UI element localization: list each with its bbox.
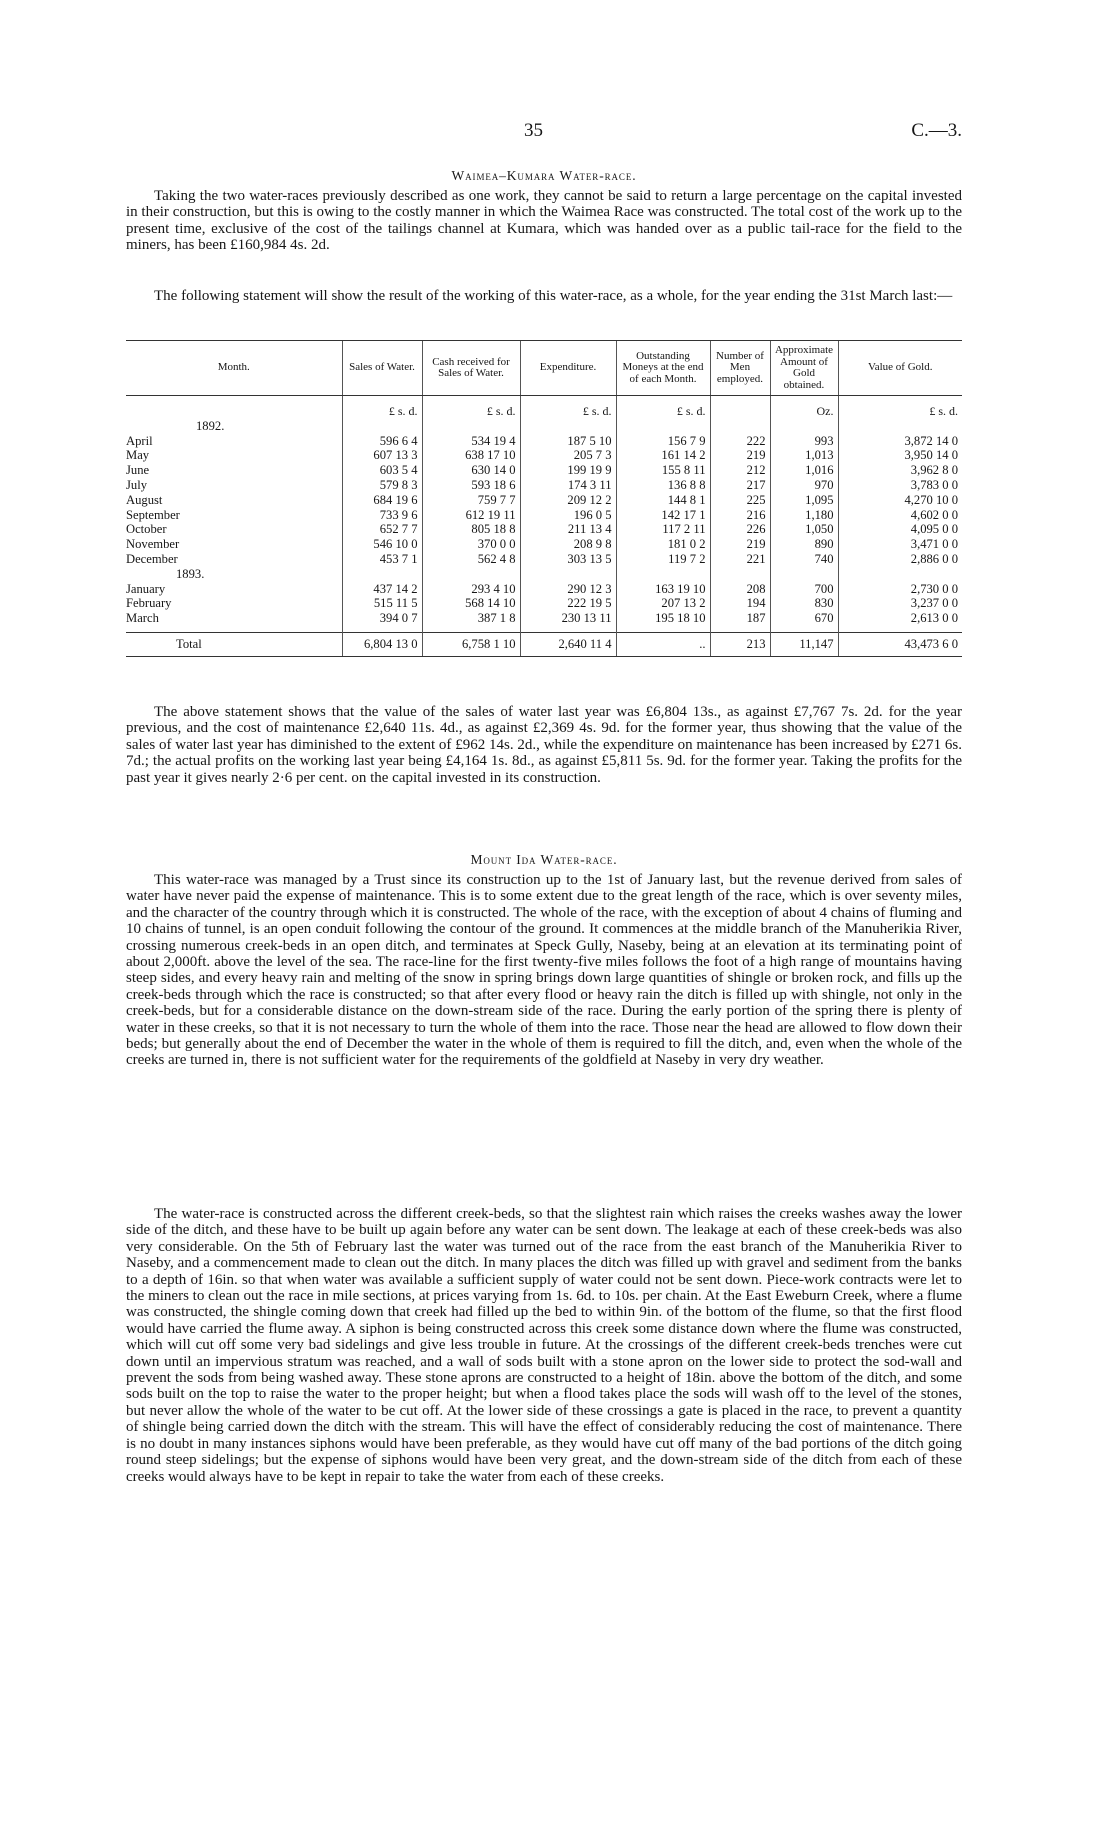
table-cell: 213 <box>710 632 770 656</box>
table-cell: 187 5 10 <box>520 434 616 449</box>
table-cell: 144 8 1 <box>616 493 710 508</box>
table-cell: 194 <box>710 596 770 611</box>
table-cell: 216 <box>710 508 770 523</box>
table-cell: January <box>126 581 166 596</box>
table-cell: 638 17 10 <box>422 448 520 463</box>
table-cell: 453 7 1 <box>342 552 422 567</box>
column-header: Expenditure. <box>520 341 616 396</box>
table-cell: April <box>126 433 153 448</box>
table-cell: 2,886 0 0 <box>838 552 962 567</box>
table-cell: 568 14 10 <box>422 596 520 611</box>
table-cell: 211 13 4 <box>520 522 616 537</box>
table-cell: £ s. d. <box>838 396 962 419</box>
column-header: Number of Men employed. <box>710 341 770 396</box>
table-cell: 1,013 <box>770 448 838 463</box>
table-cell: 593 18 6 <box>422 478 520 493</box>
table-cell: Oz. <box>770 396 838 419</box>
table-cell: 805 18 8 <box>422 522 520 537</box>
mount-ida-paragraph-2: The water-race is constructed across the different creek-beds, so that the slightest rain which raises the creeks washes away the lower side of the ditch, and these have to be built up again before any water can be sent down. The leakage at each of these creek-beds was also very considerable. On the 5th of February last the water was turned out of the race from the east branch of the Manuherikia River to Naseby, and a commencement made to clean out the ditch. In many places the ditch was filled up with gravel and sediment from the banks to a depth of 16in. so that when water was available a sufficient supply of water could not be sent down. Piece-work contracts were let to the miners to clean out the race in mile sections, at prices varying from 1s. 6d. to 10s. per chain. At the East Eweburn Creek, where a flume was constructed, the shingle coming down that creek had filled up the bed to within 9in. of the bottom of the flume, so that the first flood would have carried the flume away. A siphon is being constructed across this creek some distance down where the flume was constructed, which will cut off some very bad sidelings and give less trouble in future. At the crossings of the different creek-beds trenches were cut down until an impervious stratum was reached, and a wall of sods built with a stone apron on the lower side to protect the sod-wall and prevent the sods from being washed away. These stone aprons are constructed to a height of 18in. above the bottom of the ditch, and some sods built on the top to raise the water to the proper height; but when a flood takes place the sods will wash off to the level of the stones, but never allow the whole of the water to be cut off. At the lower side of these crossings a gate is placed in the race, to prevent a quantity of shingle being carried down the ditch with the stream. This will have the effect of considerably reducing the cost of maintenance. There is no doubt in many instances siphons would have been preferable, as they would have cut off many of the bad portions of the ditch going round steep sidelings; but the expense of siphons would have been very great, and the down-stream side of the ditch from each of these creeks would always have to be kept in repair to take the water from each of these creeks. <box>126 1206 962 1485</box>
year-row <box>126 419 962 434</box>
table-row <box>126 463 962 478</box>
table-cell: 534 19 4 <box>422 434 520 449</box>
table-cell: 890 <box>770 537 838 552</box>
table-cell: 700 <box>770 582 838 597</box>
table-cell: 195 18 10 <box>616 611 710 626</box>
table-cell: 546 10 0 <box>342 537 422 552</box>
table-cell: 142 17 1 <box>616 508 710 523</box>
table-cell: 222 <box>710 434 770 449</box>
table-cell: 221 <box>710 552 770 567</box>
table-cell: August <box>126 492 163 507</box>
table-cell: 161 14 2 <box>616 448 710 463</box>
table-cell: 199 19 9 <box>520 463 616 478</box>
table-cell: 225 <box>710 493 770 508</box>
table-row <box>126 611 962 626</box>
table-cell: 830 <box>770 596 838 611</box>
table-cell: October <box>126 522 167 537</box>
column-header: Month. <box>126 341 342 396</box>
table-cell: 136 8 8 <box>616 478 710 493</box>
table-cell: 740 <box>770 552 838 567</box>
table-cell: 1,016 <box>770 463 838 478</box>
waimea-paragraph-1: Taking the two water-races previously described as one work, they cannot be said to return a large percentage on the capital invested in their construction, but this is owing to the costly manner in which the Waimea Race was constructed. The total cost of the work up to the present time, exclusive of the cost of the tailings channel at Kumara, which was handed over as a public tail-race for the field to the miners, has been £160,984 4s. 2d. <box>126 188 962 254</box>
table-header-row <box>126 341 962 396</box>
table-cell: 117 2 11 <box>616 522 710 537</box>
page-header <box>126 120 962 144</box>
table-cell: 1,095 <box>770 493 838 508</box>
table-cell: 993 <box>770 434 838 449</box>
year-row <box>126 567 962 582</box>
table-cell: 219 <box>710 448 770 463</box>
page-number: 35 <box>524 120 543 141</box>
table-cell: 1893. <box>176 566 205 581</box>
table-cell: 4,602 0 0 <box>838 508 962 523</box>
table-row <box>126 478 962 493</box>
table-cell: £ s. d. <box>616 396 710 419</box>
table-cell: 3,962 8 0 <box>838 463 962 478</box>
table-cell: 3,950 14 0 <box>838 448 962 463</box>
table-cell: 596 6 4 <box>342 434 422 449</box>
table-cell: December <box>126 551 178 566</box>
table-cell <box>126 396 342 419</box>
column-header: Value of Gold. <box>838 341 962 396</box>
table-cell: 219 <box>710 537 770 552</box>
units-row <box>126 396 962 419</box>
table-cell: 670 <box>770 611 838 626</box>
table-cell: £ s. d. <box>342 396 422 419</box>
table-cell: September <box>126 507 180 522</box>
table-cell: 2,730 0 0 <box>838 582 962 597</box>
table-cell: 11,147 <box>770 632 838 656</box>
table-row <box>126 582 962 597</box>
table-row <box>126 596 962 611</box>
section-title-mount-ida: Mount Ida Water-race. <box>470 852 618 867</box>
column-header: Cash received for Sales of Water. <box>422 341 520 396</box>
table-row <box>126 522 962 537</box>
table-cell: 603 5 4 <box>342 463 422 478</box>
table-cell: 1,050 <box>770 522 838 537</box>
table-cell: .. <box>616 632 710 656</box>
table-cell: 156 7 9 <box>616 434 710 449</box>
table-row <box>126 508 962 523</box>
section-title-waimea: Waimea–Kumara Water-race. <box>451 168 637 183</box>
table-cell: 290 12 3 <box>520 582 616 597</box>
table-cell: 3,471 0 0 <box>838 537 962 552</box>
table-cell: 515 11 5 <box>342 596 422 611</box>
table-cell: 208 9 8 <box>520 537 616 552</box>
table-cell: November <box>126 537 180 552</box>
table-cell: 394 0 7 <box>342 611 422 626</box>
document-reference: C.—3. <box>911 120 962 141</box>
table-cell: June <box>126 463 150 478</box>
table-cell: 370 0 0 <box>422 537 520 552</box>
table-cell: 437 14 2 <box>342 582 422 597</box>
table-cell: 212 <box>710 463 770 478</box>
table-cell: 43,473 6 0 <box>838 632 962 656</box>
table-cell: 293 4 10 <box>422 582 520 597</box>
table-cell: 230 13 11 <box>520 611 616 626</box>
table-cell: 196 0 5 <box>520 508 616 523</box>
table-cell: July <box>126 477 147 492</box>
table-cell: 630 14 0 <box>422 463 520 478</box>
table-cell: 187 <box>710 611 770 626</box>
table-cell: 4,095 0 0 <box>838 522 962 537</box>
column-header: Outstanding Moneys at the end of each Month. <box>616 341 710 396</box>
table-cell: 652 7 7 <box>342 522 422 537</box>
table-cell: 612 19 11 <box>422 508 520 523</box>
table-cell: 684 19 6 <box>342 493 422 508</box>
table-cell: 119 7 2 <box>616 552 710 567</box>
table-cell: March <box>126 611 159 626</box>
table-cell: 562 4 8 <box>422 552 520 567</box>
table-cell: 303 13 5 <box>520 552 616 567</box>
table-row <box>126 552 962 567</box>
table-cell: 6,804 13 0 <box>342 632 422 656</box>
table-cell: 3,237 0 0 <box>838 596 962 611</box>
summary-paragraph: The above statement shows that the value of the sales of water last year was £6,804 13s., as against £7,767 7s. 2d. for the year previous, and the cost of maintenance £2,640 11s. 4d., as against £2,369 4s. 9d. for the former year, thus showing that the value of the sales of water last year has diminished to the extent of £962 14s. 2d., while the expenditure on maintenance has been increased by £271 6s. 7d.; the actual profits on the working last year being £4,164 1s. 8d., as against £5,811 5s. 9d. for the former year. Taking the profits for the past year it gives nearly 2·6 per cent. on the capital invested in its construction. <box>126 704 962 786</box>
table-cell: 208 <box>710 582 770 597</box>
table-cell <box>710 396 770 419</box>
table-cell: 1,180 <box>770 508 838 523</box>
table-cell: 6,758 1 10 <box>422 632 520 656</box>
table-row <box>126 448 962 463</box>
table-cell: 970 <box>770 478 838 493</box>
table-cell: 209 12 2 <box>520 493 616 508</box>
table-row <box>126 434 962 449</box>
waimea-paragraph-2: The following statement will show the result of the working of this water-race, as a whole, for the year ending the 31st March last:— <box>154 288 953 304</box>
table-row <box>126 493 962 508</box>
table-cell: 181 0 2 <box>616 537 710 552</box>
table-cell: 205 7 3 <box>520 448 616 463</box>
table-cell: 733 9 6 <box>342 508 422 523</box>
table-cell: 579 8 3 <box>342 478 422 493</box>
column-header: Approximate Amount of Gold obtained. <box>770 341 838 396</box>
table-cell: 3,783 0 0 <box>838 478 962 493</box>
table-cell: May <box>126 448 150 463</box>
table-cell: Total <box>126 632 342 656</box>
table-cell: 2,640 11 4 <box>520 632 616 656</box>
table-cell: 759 7 7 <box>422 493 520 508</box>
table-cell: 1892. <box>196 418 225 433</box>
total-row <box>126 632 962 656</box>
table-row <box>126 537 962 552</box>
mount-ida-paragraph-1: This water-race was managed by a Trust since its construction up to the 1st of January last, but the revenue derived from sales of water have never paid the expense of maintenance. This is to some extent due to the great length of the race, which is over seventy miles, and the character of the country through which it is constructed. The whole of the race, with the exception of about 4 chains of fluming and 10 chains of tunnel, is an open conduit following the contour of the ground. It commences at the middle branch of the Manuherikia River, crossing numerous creek-beds in an open ditch, and terminates at Speck Gully, Naseby, being at an elevation at its terminating point of about 2,000ft. above the level of the sea. The race-line for the first twenty-five miles follows the foot of a high range of mountains having steep sides, and every heavy rain and melting of the snow in spring brings down large quantities of shingle or broken rock, and fills up the creek-beds through which the race is constructed; so that after every flood or heavy rain the ditch is filled up with shingle, not only in the creek-beds, but for a considerable distance on the down-stream side of the race. During the early portion of the spring there is plenty of water in these creeks, so that it is not necessary to turn the whole of them into the race. Those near the head are allowed to flow down their beds; but generally about the end of December the water in the whole of them is required to fill the ditch, and, even when the whole of the creeks are turned in, there is not sufficient water for the requirements of the goldfield at Naseby in very dry weather. <box>126 872 962 1069</box>
table-cell: 4,270 10 0 <box>838 493 962 508</box>
table-cell: 217 <box>710 478 770 493</box>
table-cell: 207 13 2 <box>616 596 710 611</box>
table-cell: February <box>126 596 172 611</box>
column-header: Sales of Water. <box>342 341 422 396</box>
table-cell: 226 <box>710 522 770 537</box>
water-race-statement-table <box>126 340 962 657</box>
table-cell: £ s. d. <box>422 396 520 419</box>
table-cell: 607 13 3 <box>342 448 422 463</box>
table-cell: 3,872 14 0 <box>838 434 962 449</box>
table-cell: 222 19 5 <box>520 596 616 611</box>
table-cell: 174 3 11 <box>520 478 616 493</box>
table-cell: 2,613 0 0 <box>838 611 962 626</box>
table-cell: 387 1 8 <box>422 611 520 626</box>
table-cell: 163 19 10 <box>616 582 710 597</box>
table-cell: £ s. d. <box>520 396 616 419</box>
table-cell: 155 8 11 <box>616 463 710 478</box>
